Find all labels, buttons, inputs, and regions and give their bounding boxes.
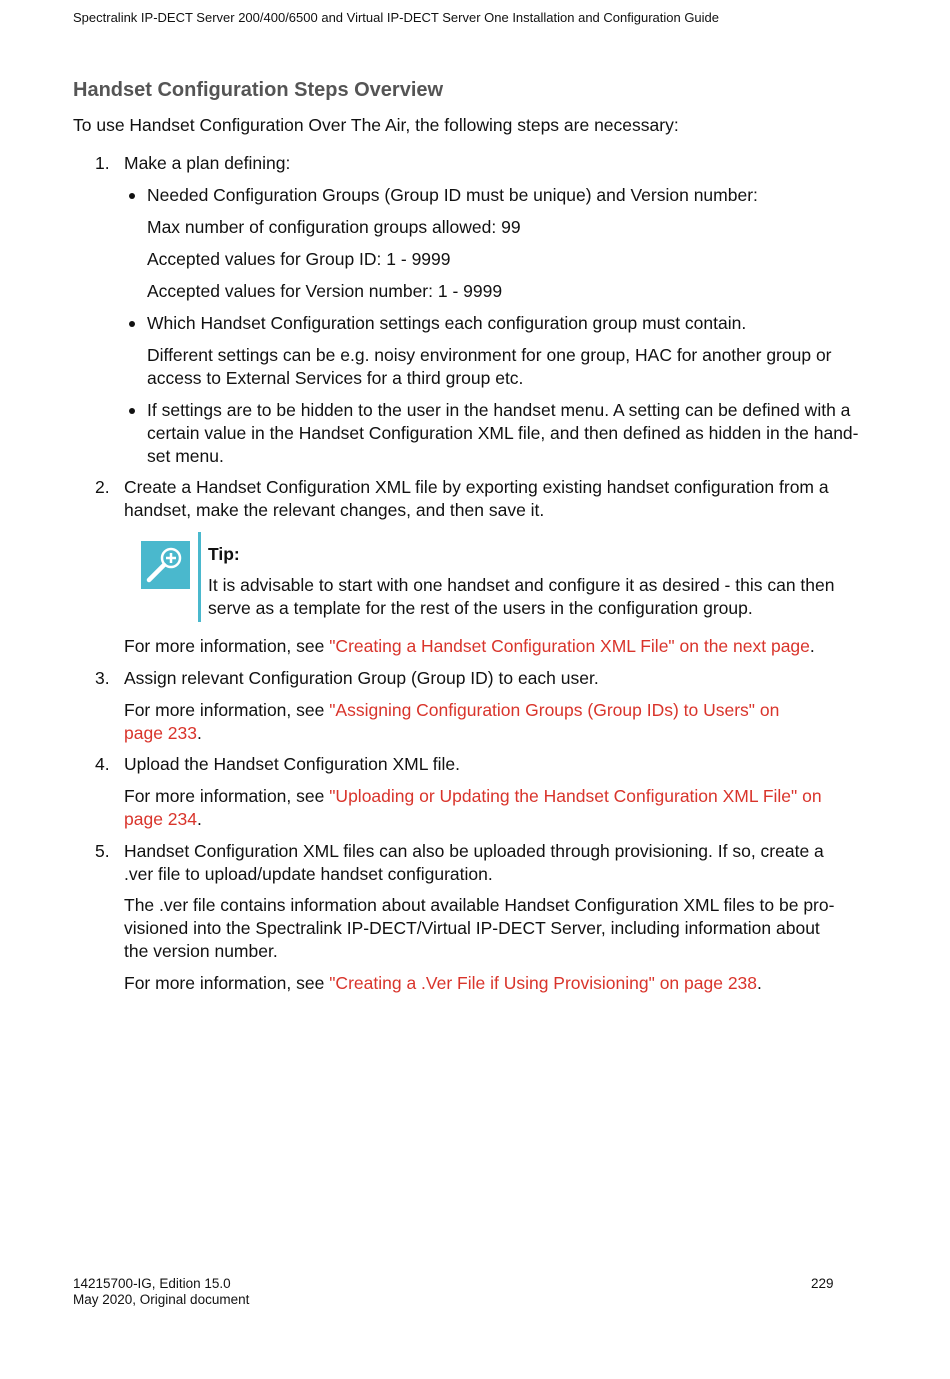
more-info-suffix: . xyxy=(197,723,202,743)
cross-reference-link[interactable]: page 233 xyxy=(124,723,197,743)
step-text: handset, make the relevant changes, and then save it. xyxy=(124,500,545,520)
bullet-subtext: Accepted values for Group ID: 1 - 9999 xyxy=(147,249,451,269)
more-info-prefix: For more information, see xyxy=(124,700,330,720)
magnifier-plus-icon xyxy=(141,541,190,589)
tip-accent-bar xyxy=(198,532,201,622)
bullet-subtext: Different settings can be e.g. noisy environment for one group, HAC for another group or xyxy=(147,345,832,365)
more-info xyxy=(124,635,815,658)
more-info xyxy=(124,808,202,831)
bullet-text: set menu. xyxy=(147,446,224,466)
tip-text: It is advisable to start with one handset and configure it as desired - this can then xyxy=(208,575,835,595)
cross-reference-link[interactable]: "Uploading or Updating the Handset Configuration XML File" on xyxy=(329,786,822,806)
bullet-dot xyxy=(129,193,135,199)
step-number: 5. xyxy=(95,841,110,861)
intro-text: To use Handset Configuration Over The Air, the following steps are necessary: xyxy=(73,115,679,135)
step-text: Create a Handset Configuration XML file by exporting existing handset configuration from a xyxy=(124,477,829,497)
step-number: 1. xyxy=(95,153,110,173)
bullet-subtext: Max number of configuration groups allowed: 99 xyxy=(147,217,521,237)
section-title: Handset Configuration Steps Overview xyxy=(73,79,444,101)
bullet-text: Which Handset Configuration settings each configuration group must contain. xyxy=(147,313,747,333)
more-info-prefix: For more information, see xyxy=(124,636,330,656)
footer-date: May 2020, Original document xyxy=(73,1292,250,1307)
tip-title: Tip: xyxy=(208,544,240,564)
bullet-text: certain value in the Handset Configuration XML file, and then defined as hidden in the hand- xyxy=(147,423,859,443)
more-info-prefix: For more information, see xyxy=(124,786,330,806)
step-text: .ver file to upload/update handset configuration. xyxy=(124,864,493,884)
bullet-subtext: Accepted values for Version number: 1 - 9999 xyxy=(147,281,503,301)
more-info xyxy=(124,722,202,745)
footer-doc-id: 14215700-IG, Edition 15.0 xyxy=(73,1276,231,1291)
step-paragraph: the version number. xyxy=(124,941,278,961)
more-info xyxy=(124,785,822,808)
cross-reference-link[interactable]: "Creating a Handset Configuration XML File" on the next page xyxy=(329,636,810,656)
more-info xyxy=(124,699,779,722)
bullet-dot xyxy=(129,408,135,414)
step-text: Assign relevant Configuration Group (Group ID) to each user. xyxy=(124,668,599,688)
more-info-suffix: . xyxy=(809,636,815,656)
more-info-suffix: . xyxy=(197,809,202,829)
footer-doc-info xyxy=(73,1276,249,1308)
more-info xyxy=(124,972,762,995)
bullet-text: If settings are to be hidden to the user in the handset menu. A setting can be defined with a xyxy=(147,400,851,420)
page-number: 229 xyxy=(811,1276,834,1291)
step-number: 4. xyxy=(95,754,110,774)
cross-reference-link[interactable]: page 234 xyxy=(124,809,197,829)
cross-reference-link[interactable]: "Assigning Configuration Groups (Group IDs) to Users" on xyxy=(329,700,780,720)
step-text: Upload the Handset Configuration XML file. xyxy=(124,754,460,774)
bullet-text: Needed Configuration Groups (Group ID must be unique) and Version number: xyxy=(147,185,758,205)
step-number: 3. xyxy=(95,668,110,688)
step-number: 2. xyxy=(95,477,110,497)
step-paragraph: visioned into the Spectralink IP-DECT/Virtual IP-DECT Server, including information about xyxy=(124,918,820,938)
step-text: Handset Configuration XML files can also be uploaded through provisioning. If so, create a xyxy=(124,841,824,861)
bullet-subtext: access to External Services for a third group etc. xyxy=(147,368,524,388)
bullet-dot xyxy=(129,321,135,327)
step-text: Make a plan defining: xyxy=(124,153,291,173)
more-info-prefix: For more information, see xyxy=(124,973,330,993)
more-info-suffix: . xyxy=(757,973,762,993)
running-header: Spectralink IP-DECT Server 200/400/6500 and Virtual IP-DECT Server One Installation and Configuration Guide xyxy=(73,10,720,25)
step-paragraph: The .ver file contains information about available Handset Configuration XML files to be pro- xyxy=(124,895,835,915)
tip-text: serve as a template for the rest of the users in the configuration group. xyxy=(208,598,753,618)
cross-reference-link[interactable]: "Creating a .Ver File if Using Provisioning" on page 238 xyxy=(329,973,758,993)
